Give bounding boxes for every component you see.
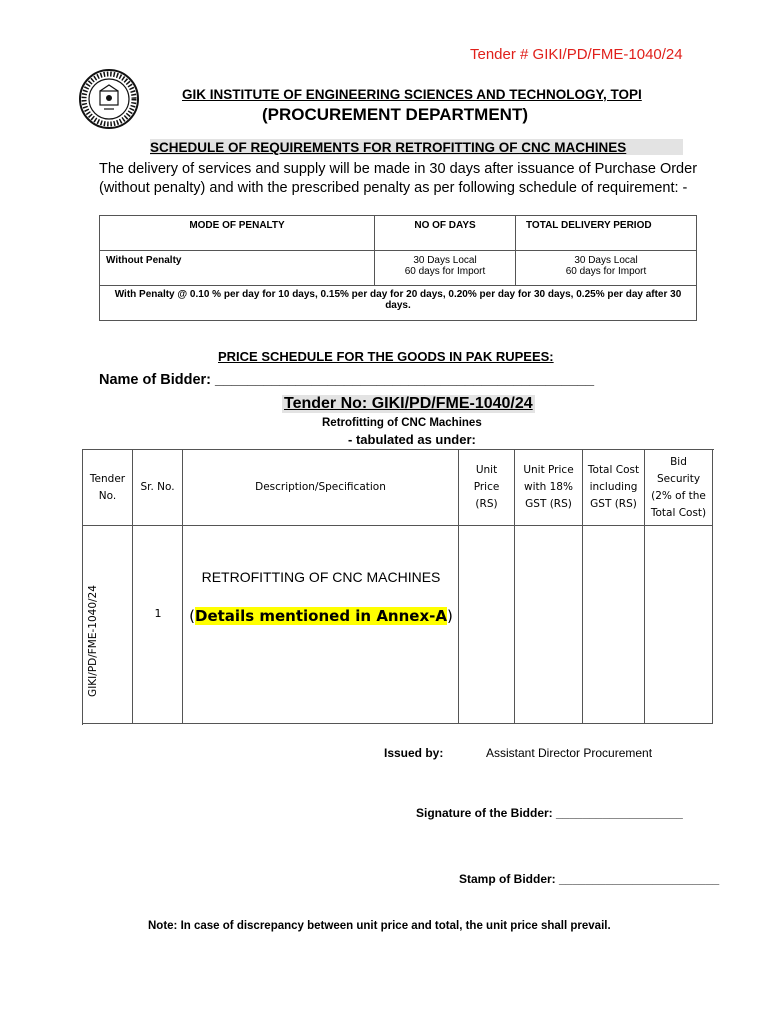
cell-sr-no [133, 526, 183, 724]
cell-unit-price [459, 526, 515, 724]
col-unit-price-gst: Unit Price with 18% GST (RS) [515, 450, 583, 526]
description-text: RETROFITTING OF CNC MACHINES [201, 569, 441, 585]
cell-bid-security [645, 526, 713, 724]
penalty-period-value [516, 251, 697, 286]
days-local: 30 Days Local [413, 255, 477, 266]
col-bid-security: Bid Security (2% of the Total Cost) [645, 450, 713, 526]
penalty-row-with [100, 286, 697, 321]
tender-number-heading: Tender No: GIKI/PD/FME-1040/24 [284, 395, 533, 412]
tender-reference: Tender # GIKI/PD/FME-1040/24 [470, 46, 683, 63]
price-schedule-subtitle: Retrofitting of CNC Machines [322, 417, 482, 429]
discrepancy-note: Note: In case of discrepancy between unit price and total, the unit price shall prevail. [148, 920, 611, 932]
tender-no-rotated: GIKI/PD/FME-1040/24 [87, 585, 99, 697]
col-description: Description/Specification [183, 450, 459, 526]
penalty-note: With Penalty @ 0.10 % per day for 10 days, 0.15% per day for 20 days, 0.20% per day for 30 days, 0.25% per day after 30 days. [100, 286, 697, 321]
penalty-mode-value: Without Penalty [100, 251, 375, 286]
penalty-col-mode: MODE OF PENALTY [100, 216, 375, 251]
institute-name: GIK INSTITUTE OF ENGINEERING SCIENCES AND TECHNOLOGY, TOPI [182, 87, 642, 102]
penalty-days-value [375, 251, 516, 286]
delivery-paragraph: The delivery of services and supply will be made in 30 days after issuance of Purchase Order (without penalty) and with the prescribed penalty as per following schedule of requirement: - [99, 161, 698, 196]
schedule-title: SCHEDULE OF REQUIREMENTS FOR RETROFITTING OF CNC MACHINES [150, 139, 683, 155]
col-total-cost: Total Cost including GST (RS) [583, 450, 645, 526]
penalty-header-row [100, 216, 697, 251]
col-sr-no: Sr. No. [133, 450, 183, 526]
details-note [183, 607, 459, 625]
penalty-row-without [100, 251, 697, 286]
institute-logo [78, 68, 140, 130]
price-table [82, 449, 714, 725]
details-open-paren: ( [189, 607, 196, 625]
tabulated-label: - tabulated as under: [348, 432, 476, 447]
period-import: 60 days for Import [565, 266, 647, 277]
cell-unit-price-gst [515, 526, 583, 724]
stamp-line: Stamp of Bidder: ________________________ [459, 872, 720, 886]
department-title: (PROCUREMENT DEPARTMENT) [262, 105, 529, 124]
days-import: 60 days for Import [404, 266, 486, 277]
cell-tender-no [83, 526, 133, 724]
price-schedule-title: PRICE SCHEDULE FOR THE GOODS IN PAK RUPEES: [218, 349, 554, 364]
details-highlight: Details mentioned in Annex-A [195, 607, 447, 625]
sr-no-value: 1 [154, 607, 162, 620]
period-local: 30 Days Local [574, 255, 638, 266]
col-tender-no: Tender No. [83, 450, 133, 526]
penalty-table [99, 215, 697, 321]
issued-by-label: Issued by: [384, 746, 444, 760]
penalty-col-period: TOTAL DELIVERY PERIOD [516, 216, 697, 251]
details-close-paren: ) [446, 607, 453, 625]
col-unit-price: Unit Price (RS) [459, 450, 515, 526]
signature-line: Signature of the Bidder: ___________________ [416, 806, 683, 820]
issued-by-value: Assistant Director Procurement [486, 746, 653, 760]
cell-total-cost [583, 526, 645, 724]
cell-description [183, 450, 459, 724]
penalty-col-days: NO OF DAYS [375, 216, 516, 251]
bidder-name-field: Name of Bidder: _______________________________________________ [99, 372, 595, 388]
